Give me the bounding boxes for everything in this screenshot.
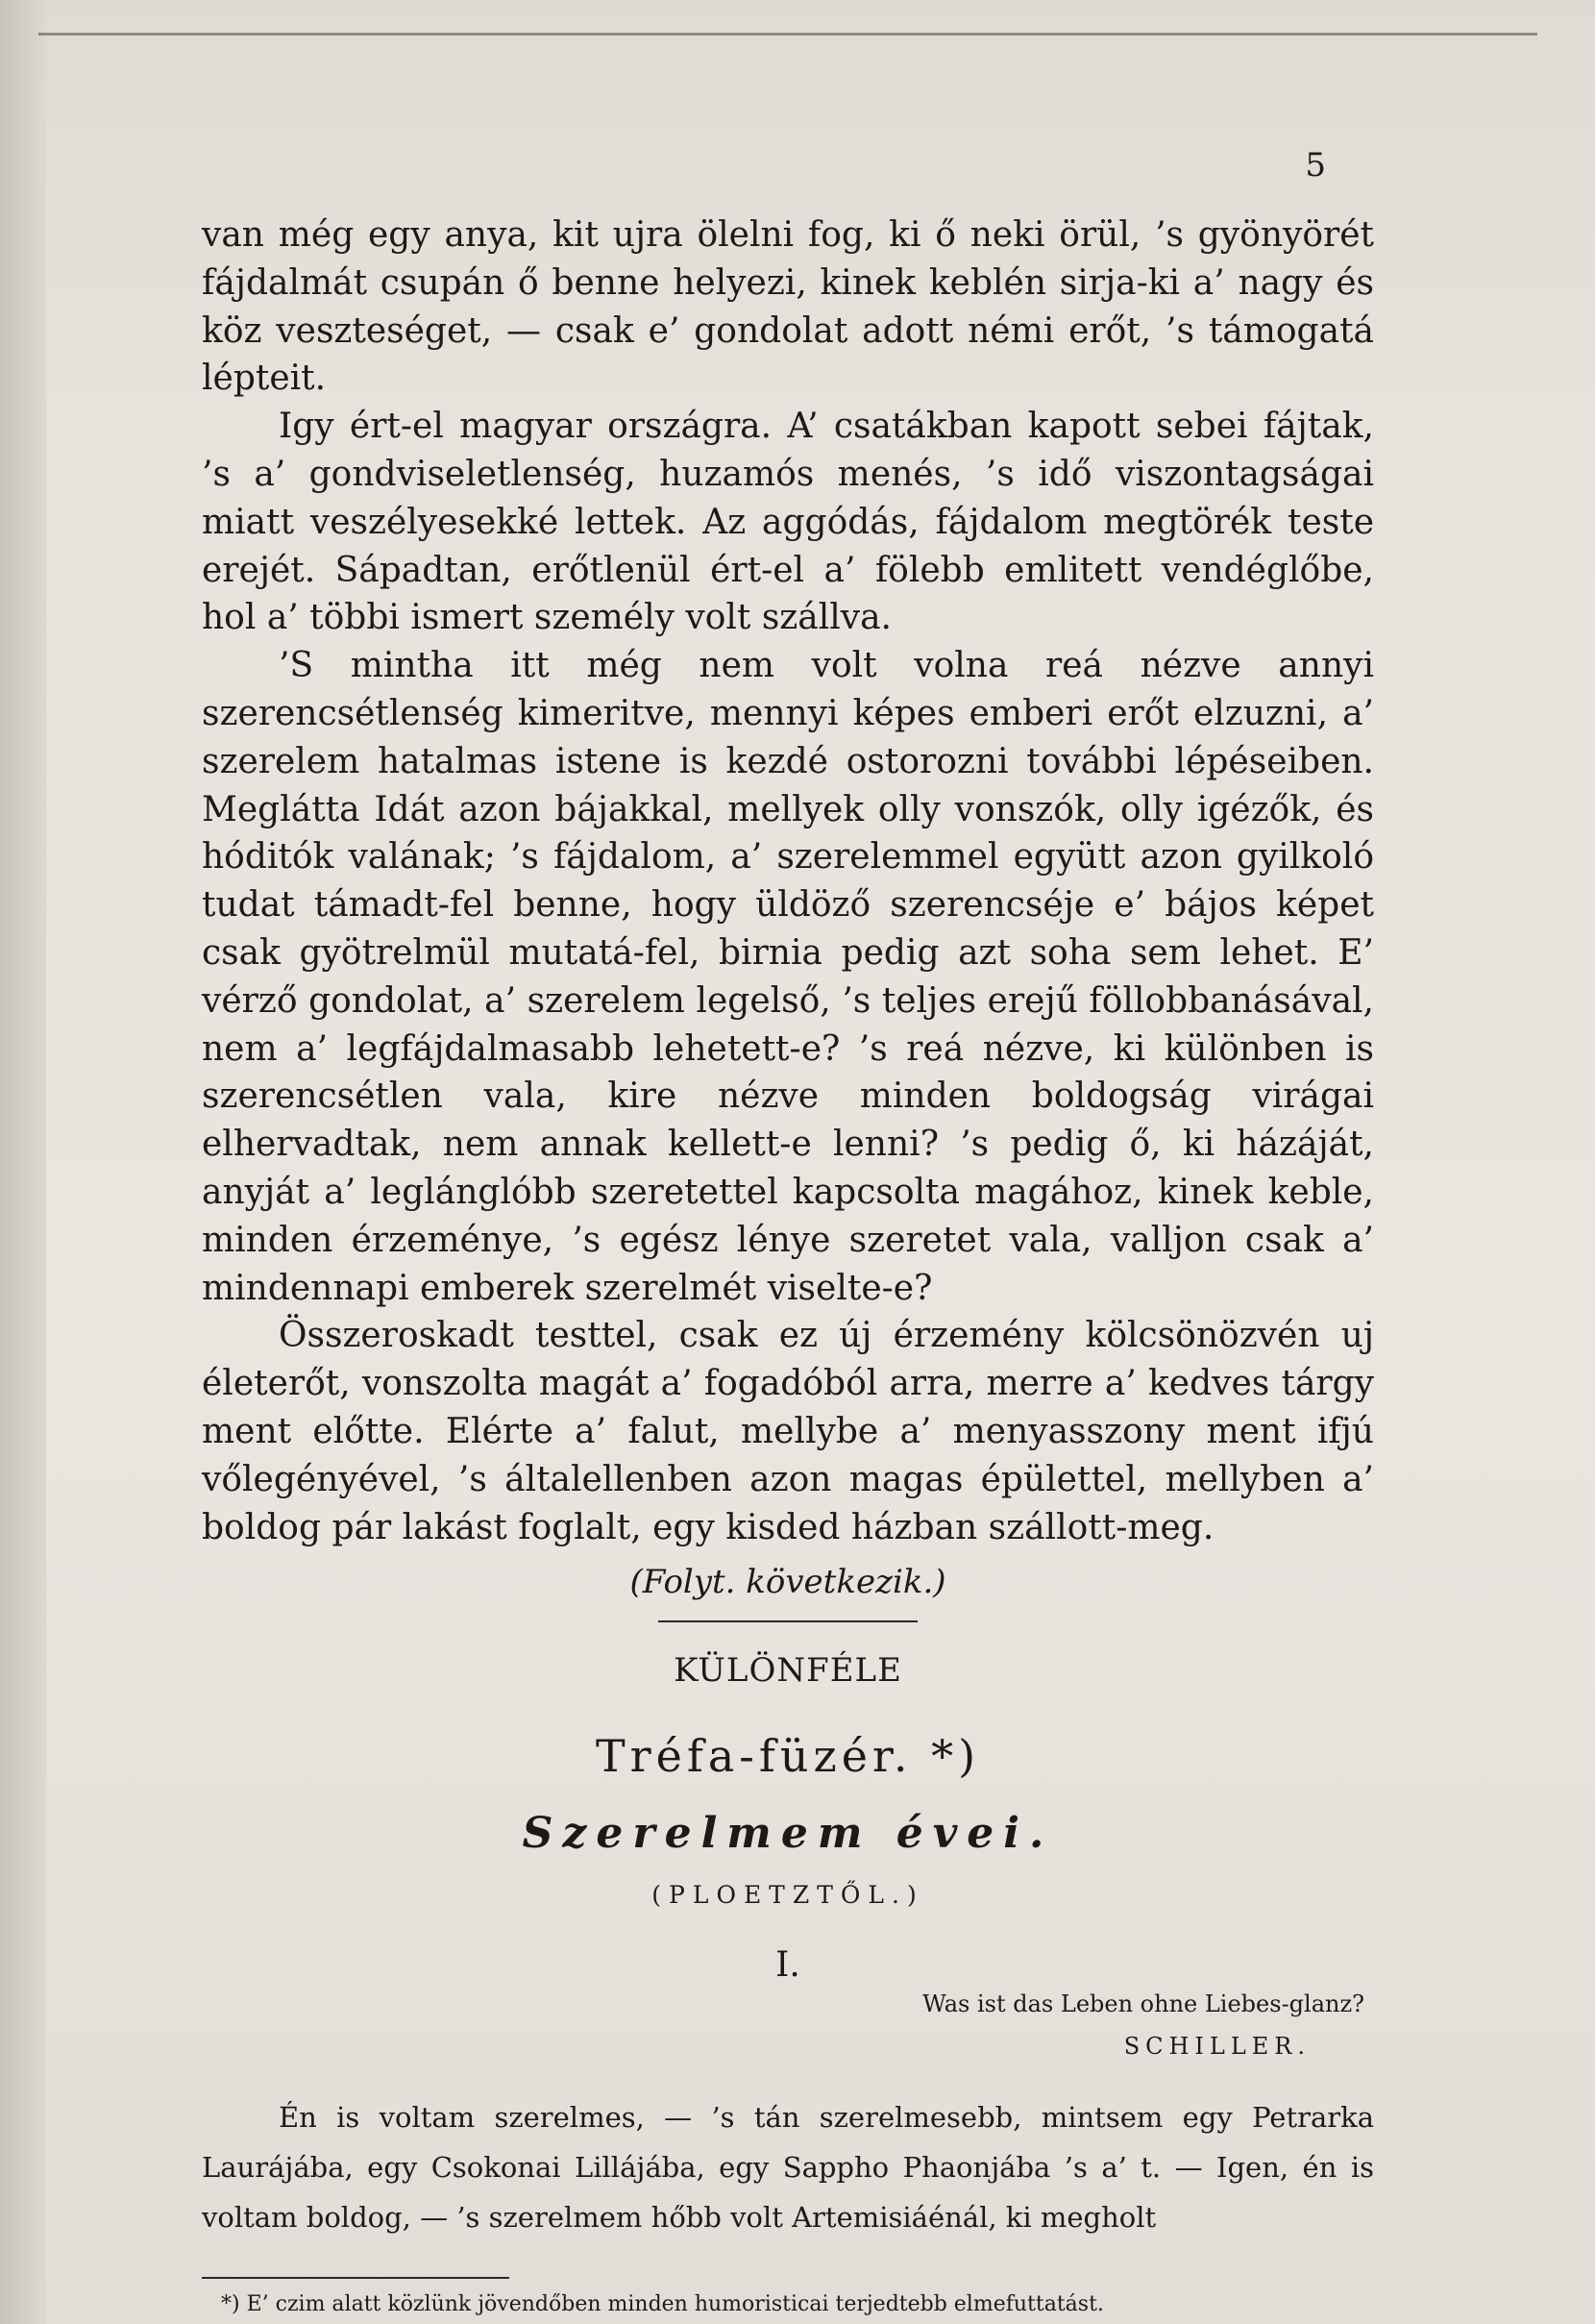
part-numeral: I.: [775, 1945, 800, 1986]
page-number: 5: [1305, 146, 1326, 185]
article-title: Tréfa-füzér. *): [595, 1730, 981, 1783]
article-paragraph: Én is voltam szerelmes, — ’s tán szerelmesebb, mintsem egy Petrarka Laurájába, egy Csokonai Lillájába, egy Sappho Phaonjába ’s a’ t. — Igen, én is voltam boldog, — ’s szerelmem hőbb volt Artemisiáénál, ki megholt: [202, 2101, 1374, 2235]
top-rule: [38, 33, 1537, 36]
paragraph-2: Igy ért-el magyar országra. A’ csatákban kapott sebei fájtak, ’s a’ gondviseletlenség, huzamós menés, ’s idő viszontagságai miatt veszélyesekké lettek. Az aggódás, fájdalom megtörék teste erejét. Sápadtan, erőtlenül ért-el a’ fölebb emlitett vendéglőbe, hol a’ többi ismert személy volt szállva.: [202, 407, 1374, 638]
article-author: (PLOETZTŐL.): [651, 1881, 924, 1910]
paragraph-3: ’S mintha itt még nem volt volna reá nézve annyi szerencsétlenség kimeritve, mennyi képes emberi erőt elzuzni, a’ szerelem hatalmas istene is kezdé ostorozni további lépéseiben. Meglátta Idát azon bájakkal, mellyek olly vonszók, olly igézők, és hóditók valának; ’s fájdalom, a’ szerelemmel együtt azon gyilkoló tudat támadt-fel benne, hogy üldöző szerencséje e’ bájos képet csak gyötrelmül mutatá-fel, birnia pedig azt soha sem lehet. E’ vérző gondolat, a’ szerelem legelső, ’s teljes erejű föllobbanásával, nem a’ legfájdalmasabb lehetett-e? ’s reá nézve, ki különben is szerencsétlen vala, kire nézve minden boldogság virágai elhervadtak, nem annak kellett-e lenni? ’s pedig ő, ki házáját, anyját a’ leglánglóbb szeretettel kapcsolta magához, kinek keble, minden érzeménye, ’s egész lénye szeretet vala, valljon csak a’ mindennapi emberek szerelmét viselte-e?: [202, 646, 1374, 1308]
article-text: [202, 2092, 1374, 2242]
footnote-rule: [202, 2277, 509, 2279]
continuation-note: (Folyt. következik.): [629, 1563, 946, 1602]
epigraph: Was ist das Leben ohne Liebes-glanz?: [922, 1990, 1364, 2018]
paragraph-4: Összeroskadt testtel, csak ez új érzemény kölcsönözvén uj életerőt, vonszolta magát a’ fogadóból arra, merre a’ kedves tárgy ment előtte. Elérte a’ falut, mellybe a’ menyasszony ment ifjú vőlegényével, ’s általellenben azon magas épülettel, mellyben a’ boldog pár lakást foglalt, egy kisded házban szállott-meg.: [202, 1316, 1374, 1547]
epigraph-author: SCHILLER.: [1123, 2033, 1311, 2061]
paragraph-1: van még egy anya, kit ujra ölelni fog, ki ő neki örül, ’s gyönyörét fájdalmát csupán ő benne helyezi, kinek keblén sirja-ki a’ nagy és köz veszteséget, — csak e’ gondolat adott némi erőt, ’s támogatá lépteit.: [202, 215, 1374, 399]
article-subtitle: Szerelmem évei.: [522, 1809, 1054, 1859]
section-divider: [658, 1620, 918, 1622]
footnote: *) E’ czim alatt közlünk jövendőben minden humoristicai terjedtebb elmefuttatást.: [221, 2292, 1104, 2317]
article-body: [202, 211, 1374, 2316]
section-heading: KÜLÖNFÉLE: [674, 1651, 902, 1691]
